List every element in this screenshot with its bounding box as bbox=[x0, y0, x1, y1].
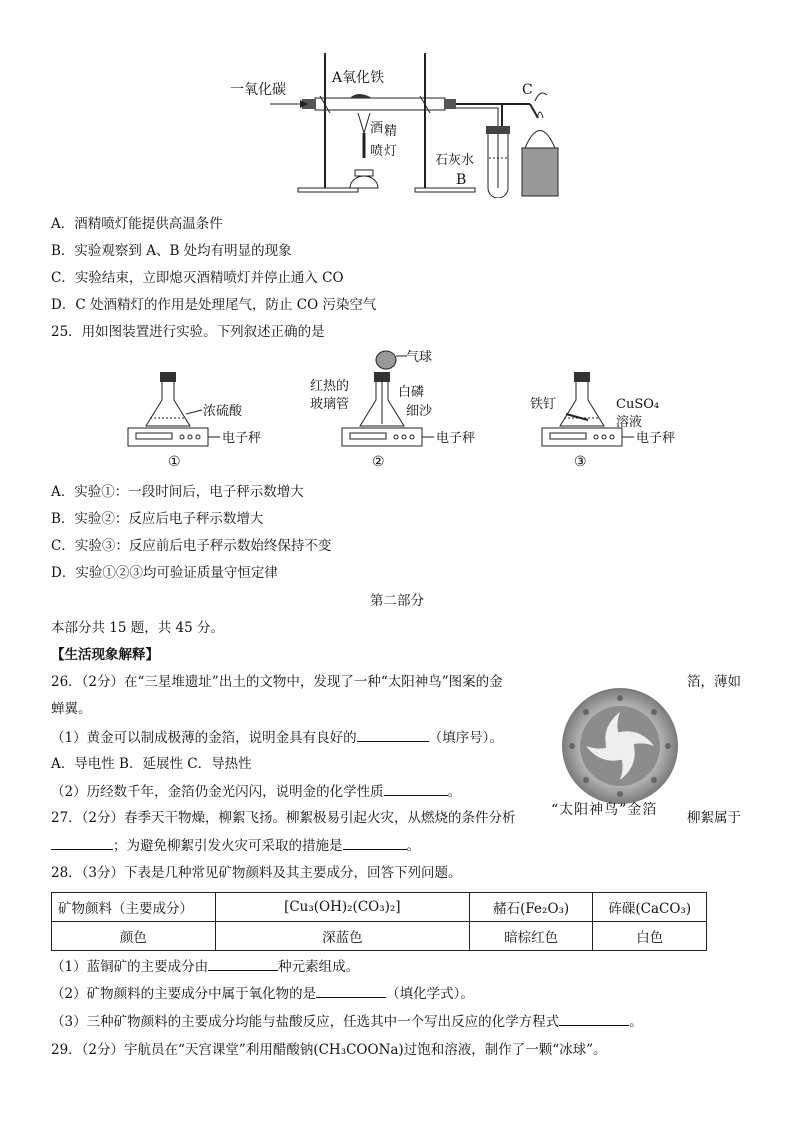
lamp-label-2: 精 bbox=[384, 124, 398, 139]
q24-option-d: D．C 处酒精灯的作用是处理尾气，防止 CO 污染空气 bbox=[51, 297, 377, 313]
q28-sub1 bbox=[51, 956, 359, 977]
acid-label: 浓硫酸 bbox=[203, 404, 243, 419]
sand-label: 细沙 bbox=[406, 404, 433, 419]
q28-sub1-text: （1）蓝铜矿的主要成分由 bbox=[51, 959, 209, 975]
q25-stem: 25．用如图装置进行实验。下列叙述正确的是 bbox=[51, 324, 325, 340]
q27-line1: 27．（2分）春季天干物燥，柳絮飞扬。柳絮极易引起火灾，从燃烧的条件分析 bbox=[51, 810, 516, 826]
table-cell: 暗棕红色 bbox=[469, 922, 593, 951]
balloon-label: 气球 bbox=[406, 350, 433, 365]
q27-answer-blank-2[interactable] bbox=[343, 835, 407, 850]
table-header-row bbox=[52, 893, 707, 922]
table-header-cell: 砗磲(CaCO₃) bbox=[593, 893, 707, 922]
limewater-label: 石灰水 bbox=[435, 153, 475, 168]
part2-title: 第二部分 bbox=[370, 593, 424, 609]
table-cell: 颜色 bbox=[52, 922, 216, 951]
q24-option-b: B．实验观察到 A、B 处均有明显的现象 bbox=[51, 243, 292, 259]
table-cell: 深蓝色 bbox=[215, 922, 469, 951]
experiment-1-number: ① bbox=[168, 454, 181, 470]
q29-line: 29．（2分）宇航员在“天宫课堂”利用醋酸钠(CH₃COONa)过饱和溶液，制作了一颗“冰球”。 bbox=[51, 1042, 607, 1058]
hot-glass-label-1: 红热的 bbox=[310, 379, 350, 394]
q24-option-c: C．实验结束，立即熄灭酒精喷灯并停止通入 CO bbox=[51, 270, 344, 286]
q27-line1-tail: 柳絮属于 bbox=[687, 810, 741, 826]
label-c: C bbox=[522, 82, 533, 98]
q26-answer-blank-1[interactable] bbox=[357, 727, 429, 742]
q26-line1-tail: 箔，薄如 bbox=[687, 674, 741, 690]
scale-label-3: 电子秤 bbox=[636, 431, 676, 446]
q28-sub2 bbox=[51, 983, 474, 1004]
q24-option-a: A．酒精喷灯能提供高温条件 bbox=[51, 216, 223, 232]
table-row bbox=[52, 922, 707, 951]
table-cell: 白色 bbox=[593, 922, 707, 951]
label-a-iron-oxide: A氧化铁 bbox=[332, 70, 385, 86]
cuso4-label: CuSO₄ bbox=[616, 397, 660, 412]
part2-intro: 本部分共 15 题，共 45 分。 bbox=[51, 620, 225, 636]
q28-sub1-tail: 种元素组成。 bbox=[278, 959, 360, 975]
table-header-cell: 矿物颜料（主要成分） bbox=[52, 893, 216, 922]
q26-sub1-text: （1）黄金可以制成极薄的金箔，说明金具有良好的 bbox=[51, 730, 357, 746]
q28-sub3-tail: 。 bbox=[629, 1014, 643, 1030]
mineral-pigment-table bbox=[51, 892, 707, 951]
q25-option-a: A．实验①：一段时间后，电子秤示数增大 bbox=[51, 484, 304, 500]
scale-label-2: 电子秤 bbox=[436, 431, 476, 446]
q26-line2: 蝉翼。 bbox=[51, 701, 92, 717]
q27-answer-blank-1[interactable] bbox=[51, 835, 113, 850]
experiment-3-number: ③ bbox=[574, 454, 587, 470]
q26-line1: 26．（2分）在“三星堆遗址”出土的文物中，发现了一种“太阳神鸟”图案的金 bbox=[51, 674, 503, 690]
q26-sub1 bbox=[51, 727, 503, 748]
co-reduction-apparatus-diagram bbox=[230, 38, 570, 198]
q27-line2-text: ；为避免柳絮引发火灾可采取的措施是 bbox=[113, 838, 343, 854]
q28-answer-blank-3[interactable] bbox=[559, 1011, 629, 1026]
q26-sub2-tail: 。 bbox=[447, 784, 462, 800]
solution-label: 溶液 bbox=[616, 415, 643, 430]
nail-label: 铁钉 bbox=[530, 397, 557, 412]
q28-sub2-text: （2）矿物颜料的主要成分中属于氧化物的是 bbox=[51, 986, 317, 1002]
q26-sub2-text: （2）历经数千年，金箔仍金光闪闪，说明金的化学性质 bbox=[51, 784, 384, 800]
q28-answer-blank-1[interactable] bbox=[208, 956, 278, 971]
label-b: B bbox=[456, 172, 467, 188]
q28-sub3 bbox=[51, 1011, 643, 1032]
q28-sub2-tail: （填化学式）。 bbox=[386, 986, 474, 1002]
q28-sub3-text: （3）三种矿物颜料的主要成分均能与盐酸反应，任选其中一个写出反应的化学方程式 bbox=[51, 1014, 560, 1030]
q26-sub1-tail: （填序号）。 bbox=[428, 730, 503, 746]
q25-option-b: B．实验②：反应后电子秤示数增大 bbox=[51, 511, 264, 527]
q28-stem: 28．（3分）下表是几种常见矿物颜料及其主要成分，回答下列问题。 bbox=[51, 865, 462, 881]
table-header-cell: 赭石(Fe₂O₃) bbox=[469, 893, 593, 922]
q25-option-c: C．实验③：反应前后电子秤示数始终保持不变 bbox=[51, 538, 332, 554]
q26-sub2 bbox=[51, 781, 461, 802]
sun-bird-gold-foil-image bbox=[560, 686, 680, 806]
mass-conservation-experiments-diagram bbox=[110, 348, 700, 474]
q25-option-d: D．实验①②③均可验证质量守恒定律 bbox=[51, 565, 278, 581]
lamp-label-1: 酒 bbox=[370, 121, 384, 136]
table-header-cell: [Cu₃(OH)₂(CO₃)₂] bbox=[215, 893, 469, 922]
co-label: 一氧化碳 bbox=[230, 82, 286, 98]
hot-glass-label-2: 玻璃管 bbox=[310, 397, 350, 412]
lamp-label-4: 灯 bbox=[384, 144, 398, 159]
q26-answer-blank-2[interactable] bbox=[384, 781, 448, 796]
lamp-label-3: 喷 bbox=[370, 144, 384, 159]
scale-label-1: 电子秤 bbox=[222, 431, 262, 446]
sun-bird-caption: “太阳神鸟”金箔 bbox=[551, 802, 658, 818]
phosphorus-label: 白磷 bbox=[398, 385, 425, 400]
q27-line2 bbox=[51, 835, 420, 856]
q27-line2-tail: 。 bbox=[406, 838, 420, 854]
q26-options: A．导电性 B．延展性 C．导热性 bbox=[51, 756, 252, 772]
q28-answer-blank-2[interactable] bbox=[316, 983, 386, 998]
experiment-2-number: ② bbox=[372, 454, 385, 470]
section-heading: 【生活现象解释】 bbox=[51, 647, 159, 663]
